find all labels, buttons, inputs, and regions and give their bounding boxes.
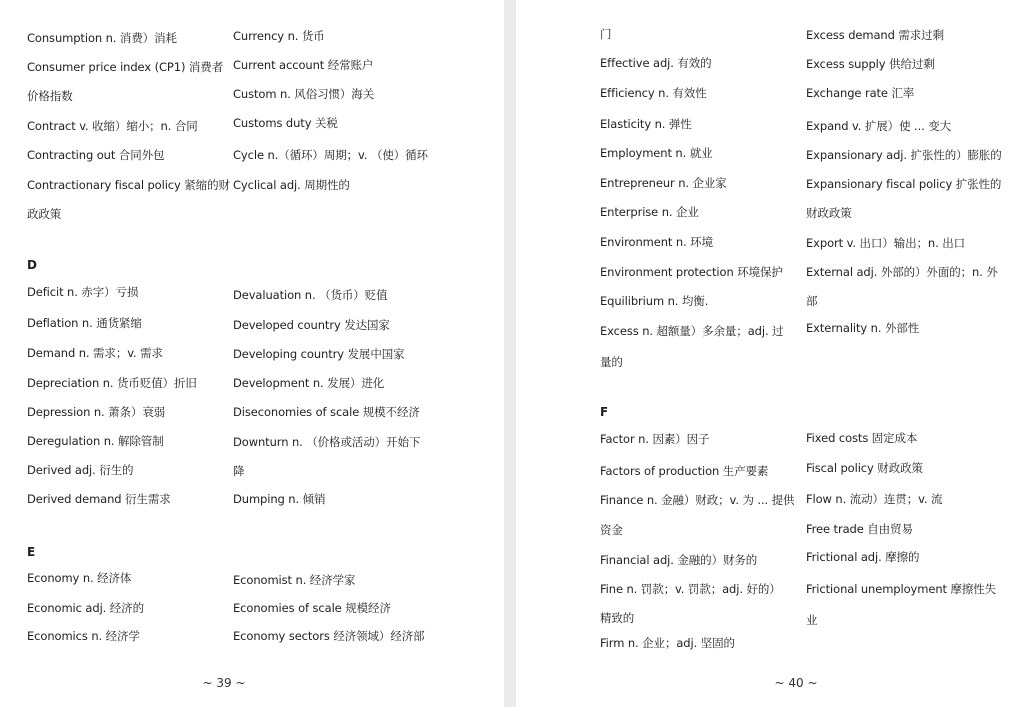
entry-economies-of-scale: Economies of scale 规模经济 — [233, 601, 391, 615]
page-39 — [0, 0, 504, 707]
entry-finance-cont: 资金 — [600, 523, 623, 537]
entry-economy-sectors: Economy sectors 经济领域）经济部 — [233, 629, 425, 643]
entry-effective: Effective adj. 有效的 — [600, 56, 712, 70]
section-heading-f: F — [600, 405, 609, 419]
entry-factor: Factor n. 因素）因子 — [600, 432, 710, 446]
entry-currency: Currency n. 货币 — [233, 29, 325, 43]
entry-dumping: Dumping n. 倾销 — [233, 492, 326, 506]
entry-consumer-price-index: Consumer price index (CP1) 消费者 — [27, 60, 224, 74]
entry-derived-demand: Derived demand 衍生需求 — [27, 492, 171, 506]
entry-frictional: Frictional adj. 摩擦的 — [806, 550, 920, 564]
entry-elasticity: Elasticity n. 弹性 — [600, 117, 692, 131]
entry-contractionary-fiscal-policy: Contractionary fiscal policy 紧缩的财 — [27, 178, 230, 192]
entry-frictional-unemployment-cont: 业 — [806, 613, 818, 627]
entry-economic: Economic adj. 经济的 — [27, 601, 144, 615]
entry-economy: Economy n. 经济体 — [27, 571, 132, 585]
entry-diseconomies-of-scale: Diseconomies of scale 规模不经济 — [233, 405, 420, 419]
entry-external-cont: 部 — [806, 294, 818, 308]
entry-finance: Finance n. 金融）财政；v. 为 ... 提供 — [600, 493, 795, 507]
entry-environment: Environment n. 环境 — [600, 235, 713, 249]
entry-custom: Custom n. 风俗习惯）海关 — [233, 87, 375, 101]
entry-excess: Excess n. 超额量）多余量；adj. 过 — [600, 324, 784, 338]
entry-entrepreneur: Entrepreneur n. 企业家 — [600, 176, 727, 190]
entry-fine: Fine n. 罚款；v. 罚款；adj. 好的） — [600, 582, 781, 596]
entry-fixed-costs: Fixed costs 固定成本 — [806, 431, 918, 445]
entry-financial: Financial adj. 金融的）财务的 — [600, 553, 758, 567]
entry-deflation: Deflation n. 通货紧缩 — [27, 316, 142, 330]
page-40 — [516, 0, 1024, 707]
entry-externality: Externality n. 外部性 — [806, 321, 920, 335]
entry-consumption: Consumption n. 消费）消耗 — [27, 31, 177, 45]
entry-export: Export v. 出口）输出；n. 出口 — [806, 236, 966, 250]
entry-deficit: Deficit n. 赤字）亏损 — [27, 285, 139, 299]
entry-economy-sectors-cont: 门 — [600, 27, 612, 41]
entry-expand: Expand v. 扩展）使 ... 变大 — [806, 119, 952, 133]
entry-factors-of-production: Factors of production 生产要素 — [600, 464, 769, 478]
entry-cyclical: Cyclical adj. 周期性的 — [233, 178, 350, 192]
entry-fine-cont: 精致的 — [600, 611, 635, 625]
entry-devaluation: Devaluation n. （货币）贬值 — [233, 288, 388, 302]
entry-firm: Firm n. 企业；adj. 坚固的 — [600, 636, 735, 650]
page-number: ~ 40 ~ — [774, 676, 818, 690]
section-heading-d: D — [27, 258, 37, 272]
section-heading-e: E — [27, 545, 36, 559]
entry-expansionary: Expansionary adj. 扩张性的）膨胀的 — [806, 148, 1002, 162]
entry-excess-demand: Excess demand 需求过剩 — [806, 28, 944, 42]
entry-expansionary-fiscal-policy-cont: 财政政策 — [806, 206, 852, 220]
entry-economics: Economics n. 经济学 — [27, 629, 140, 643]
entry-excess-supply: Excess supply 供给过剩 — [806, 57, 935, 71]
entry-consumer-price-index-cont: 价格指数 — [27, 89, 73, 103]
entry-demand: Demand n. 需求；v. 需求 — [27, 346, 163, 360]
entry-depression: Depression n. 萧条）衰弱 — [27, 405, 166, 419]
entry-excess-cont: 量的 — [600, 355, 623, 369]
entry-frictional-unemployment: Frictional unemployment 摩擦性失 — [806, 582, 997, 596]
entry-cycle: Cycle n.（循环）周期；v. （使）循环 — [233, 148, 428, 162]
entry-depreciation: Depreciation n. 货币贬值）折旧 — [27, 376, 197, 390]
entry-equilibrium: Equilibrium n. 均衡. — [600, 294, 709, 308]
entry-environment-protection: Environment protection 环境保护 — [600, 265, 783, 279]
entry-economist: Economist n. 经济学家 — [233, 573, 356, 587]
entry-developing-country: Developing country 发展中国家 — [233, 347, 405, 361]
entry-employment: Employment n. 就业 — [600, 146, 713, 160]
entry-development: Development n. 发展）进化 — [233, 376, 385, 390]
entry-expansionary-fiscal-policy: Expansionary fiscal policy 扩张性的 — [806, 177, 1002, 191]
entry-contractionary-fiscal-policy-cont: 政政策 — [27, 207, 62, 221]
entry-developed-country: Developed country 发达国家 — [233, 318, 390, 332]
entry-contract: Contract v. 收缩）缩小；n. 合同 — [27, 119, 198, 133]
entry-external: External adj. 外部的）外面的；n. 外 — [806, 265, 998, 279]
entry-downturn-cont: 降 — [233, 464, 245, 478]
entry-customs-duty: Customs duty 关税 — [233, 116, 338, 130]
entry-flow: Flow n. 流动）连贯；v. 流 — [806, 492, 943, 506]
entry-contracting-out: Contracting out 合同外包 — [27, 148, 165, 162]
entry-efficiency: Efficiency n. 有效性 — [600, 86, 707, 100]
entry-free-trade: Free trade 自由贸易 — [806, 522, 913, 536]
entry-deregulation: Deregulation n. 解除管制 — [27, 434, 164, 448]
entry-downturn: Downturn n. （价格或活动）开始下 — [233, 435, 421, 449]
entry-fiscal-policy: Fiscal policy 财政政策 — [806, 461, 923, 475]
entry-current-account: Current account 经常账户 — [233, 58, 374, 72]
entry-exchange-rate: Exchange rate 汇率 — [806, 86, 915, 100]
entry-enterprise: Enterprise n. 企业 — [600, 205, 699, 219]
page-number: ~ 39 ~ — [202, 676, 246, 690]
entry-derived: Derived adj. 衍生的 — [27, 463, 134, 477]
